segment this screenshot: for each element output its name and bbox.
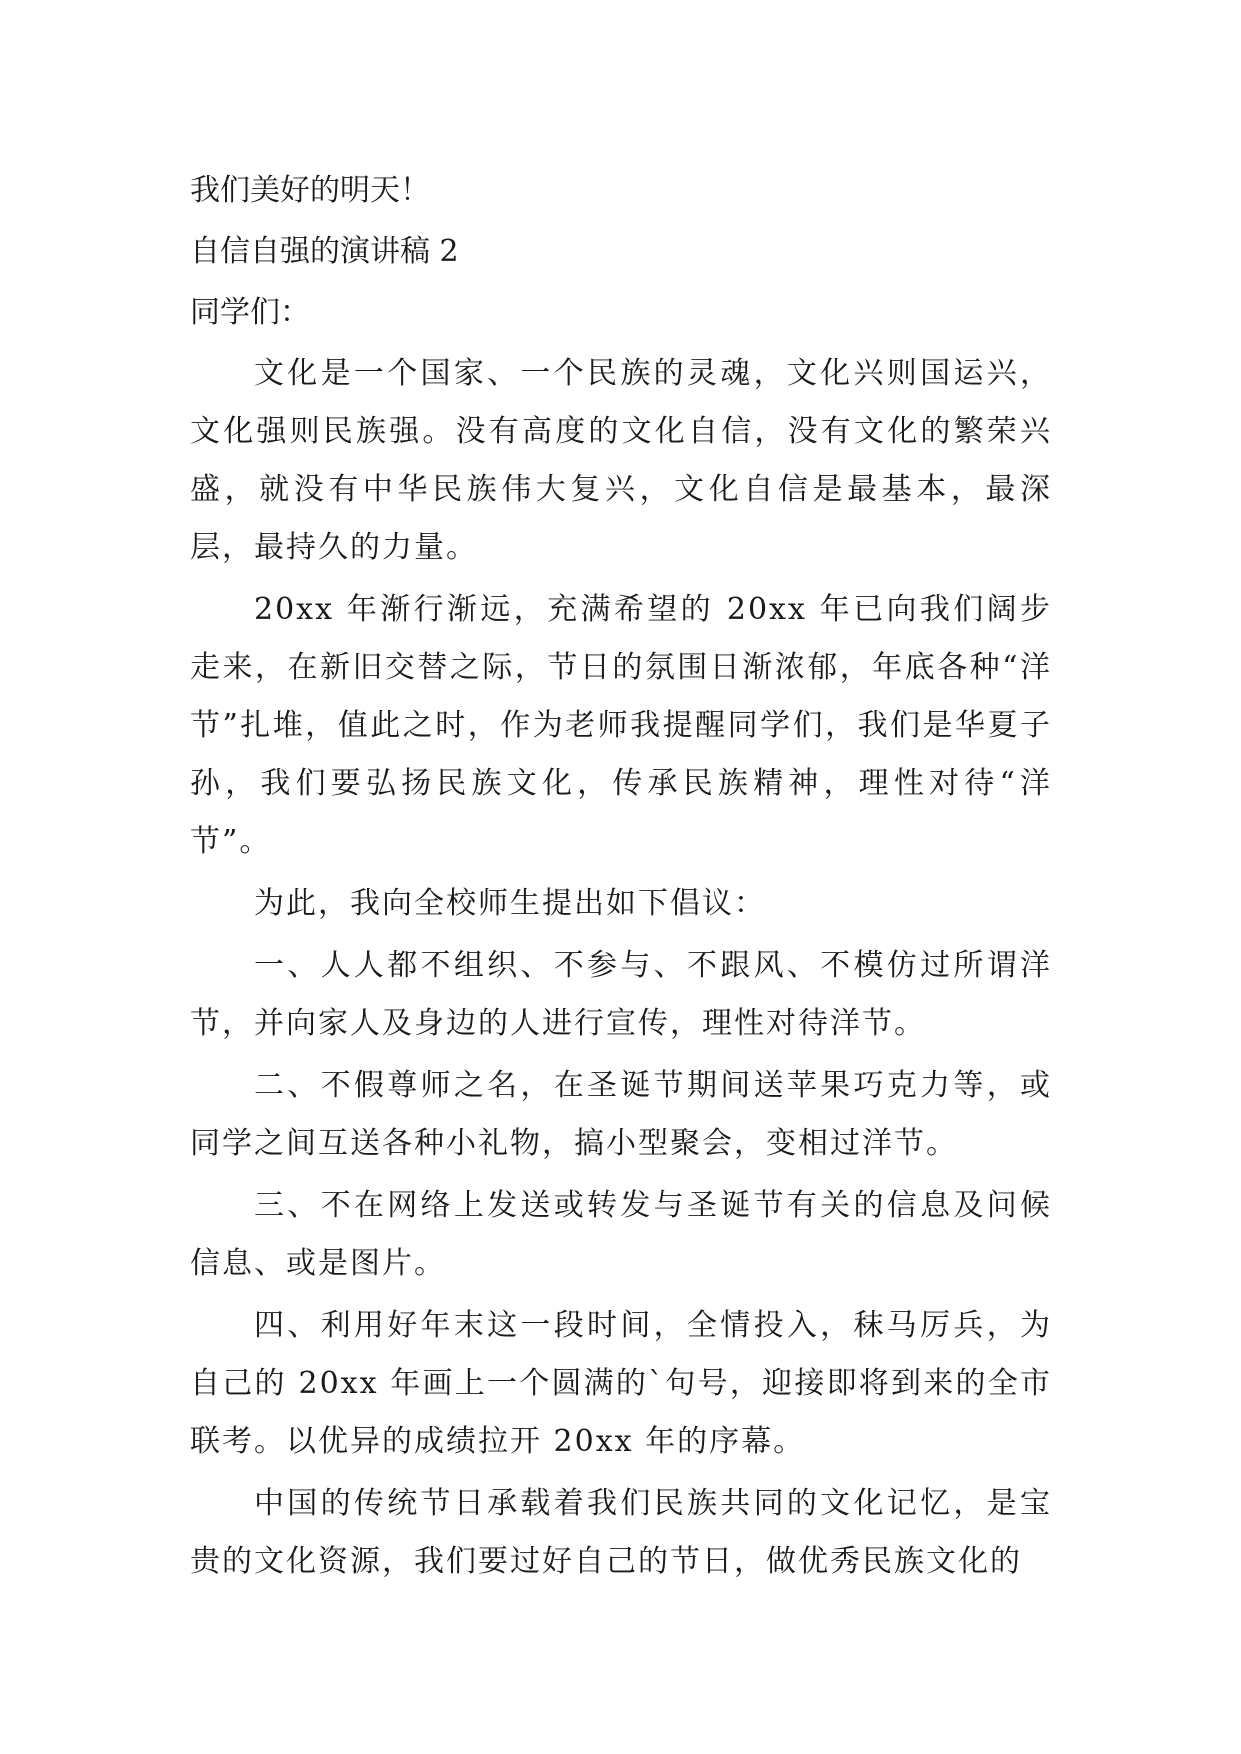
paragraph-item-3: 三、不在网络上发送或转发与圣诞节有关的信息及问候信息、或是图片。 [190,1188,1052,1281]
continuation-line: 我们美好的明天！ [190,173,430,208]
paragraph-item-2: 二、不假尊师之名，在圣诞节期间送苹果巧克力等，或同学之间互送各种小礼物，搞小型聚会，变相过洋节。 [190,1068,1052,1161]
paragraph-tradition: 中国的传统节日承载着我们民族共同的文化记忆，是宝贵的文化资源，我们要过好自己的节日，做优秀民族文化的 [190,1486,1052,1579]
paragraph-item-1: 一、人人都不组织、不参与、不跟风、不模仿过所谓洋节，并向家人及身边的人进行宣传，理性对待洋节。 [190,948,1052,1041]
salutation: 同学们： [190,295,310,330]
paragraph-proposal-intro: 为此，我向全校师生提出如下倡议： [254,886,766,921]
paragraph-new-year: 20xx 年渐行渐远，充满希望的 20xx 年已向我们阔步走来，在新旧交替之际，节日的氛围日渐浓郁，年底各种“洋节”扎堆，值此之时，作为老师我提醒同学们，我们是华夏子孙，我们要弘扬民族文化，传承民族精神，理性对待“洋节”。 [190,592,1052,859]
document-title: 自信自强的演讲稿 2 [190,234,459,269]
paragraph-item-4: 四、利用好年末这一段时间，全情投入，秣马厉兵，为自己的 20xx 年画上一个圆满的`句号，迎接即将到来的全市联考。以优异的成绩拉开 20xx 年的序幕。 [190,1308,1052,1459]
paragraph-culture: 文化是一个国家、一个民族的灵魂，文化兴则国运兴，文化强则民族强。没有高度的文化自信，没有文化的繁荣兴盛，就没有中华民族伟大复兴，文化自信是最基本，最深层，最持久的力量。 [190,356,1052,565]
document-page [190,162,1052,1591]
